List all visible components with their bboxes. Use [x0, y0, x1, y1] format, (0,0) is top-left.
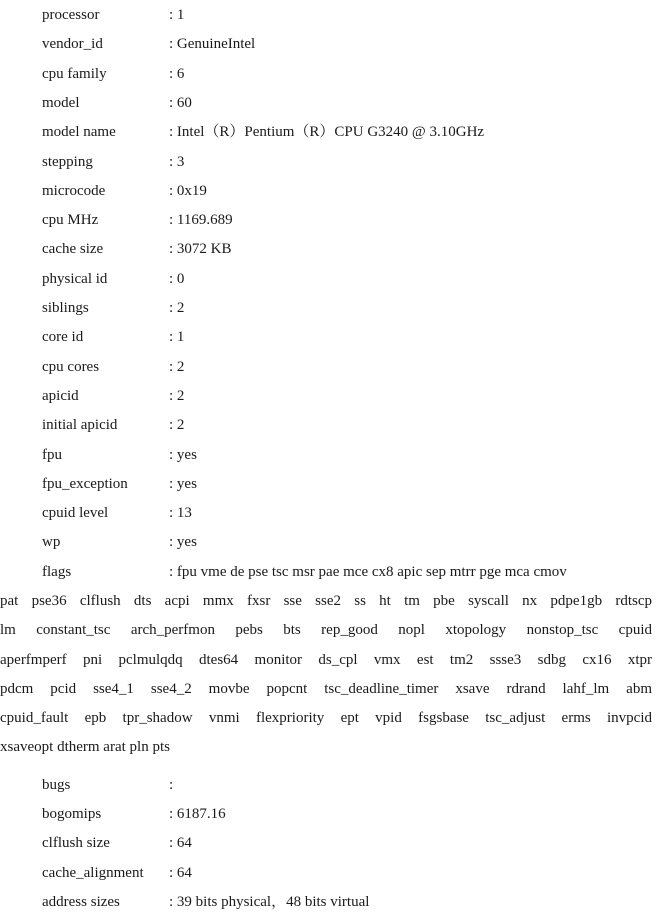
cpuinfo-row [42, 804, 226, 824]
field-value: : yes [169, 534, 197, 551]
cpuinfo-row [42, 445, 197, 465]
field-value: : Intel（R）Pentium（R）CPU G3240 @ 3.10GHz [169, 124, 485, 141]
field-value: : [169, 776, 174, 793]
field-value: : 2 [169, 387, 185, 404]
cpuinfo-row [42, 152, 184, 172]
field-key: cpu MHz [42, 212, 99, 229]
field-value: : 1169.689 [169, 212, 233, 229]
cpuinfo-row [42, 775, 173, 795]
flags-line: xsaveopt dtherm arat pln pts [0, 739, 170, 756]
field-value: : 13 [169, 505, 192, 522]
cpuinfo-row [42, 833, 192, 853]
field-key: siblings [42, 300, 89, 316]
cpuinfo-row [42, 269, 184, 289]
cpuinfo-row [42, 415, 184, 435]
field-key: fpu_exception [42, 475, 128, 492]
field-key: processor [42, 7, 100, 23]
cpuinfo-row [42, 181, 207, 201]
field-value: : fpu vme de pse tsc msr pae mce cx8 apic sep mtrr pge mca cmov [169, 563, 567, 580]
cpuinfo-row [42, 327, 184, 347]
field-key: cache size [42, 241, 104, 258]
field-key: initial apicid [42, 417, 118, 434]
cpuinfo-row [42, 5, 184, 25]
field-key: microcode [42, 182, 106, 199]
field-value: : 64 [169, 864, 192, 881]
cpuinfo-row [42, 122, 484, 142]
cpuinfo-row [42, 386, 184, 406]
cpuinfo-row [42, 892, 369, 912]
field-value: : 2 [169, 358, 185, 375]
cpuinfo-row [42, 357, 184, 377]
field-key: stepping [42, 153, 93, 170]
field-key: model name [42, 124, 116, 141]
cpuinfo-row [42, 503, 192, 523]
field-value: : yes [169, 446, 197, 463]
field-value: : 6187.16 [169, 806, 226, 823]
field-key: clflush size [42, 835, 110, 852]
field-value: : 1 [169, 329, 185, 346]
field-key: cache_alignment [42, 864, 144, 881]
field-key: fpu [42, 446, 62, 463]
flags-line: cpuid_fault epb tpr_shadow vnmi flexpriority ept vpid fsgsbase tsc_adjust erms invpcid [0, 710, 652, 727]
cpuinfo-row [42, 532, 197, 552]
field-key: physical id [42, 270, 108, 287]
cpuinfo-row [42, 34, 255, 54]
field-key: cpu family [42, 65, 107, 82]
cpuinfo-row [42, 239, 232, 259]
cpuinfo-row-flags [42, 562, 567, 582]
field-value: : 3072 KB [169, 241, 232, 258]
field-key: flags [42, 563, 72, 580]
field-key: bogomips [42, 806, 102, 823]
field-key: cpu cores [42, 358, 100, 375]
cpuinfo-row [42, 64, 184, 84]
field-value: : 2 [169, 300, 185, 316]
field-value: : 64 [169, 835, 192, 852]
field-value: : 6 [169, 65, 185, 82]
field-value: : 39 bits physical，48 bits virtual [169, 894, 370, 910]
field-value: : yes [169, 475, 197, 492]
cpuinfo-row [42, 210, 233, 230]
flags-continuation [0, 591, 652, 767]
field-key: cpuid level [42, 505, 109, 522]
flags-line: aperfmperf pni pclmulqdq dtes64 monitor ds_cpl vmx est tm2 ssse3 sdbg cx16 xtpr [0, 651, 652, 668]
field-key: wp [42, 534, 61, 551]
field-key: bugs [42, 776, 71, 793]
field-key: model [42, 94, 80, 111]
flags-line: lm constant_tsc arch_perfmon pebs bts rep_good nopl xtopology nonstop_tsc cpuid [0, 622, 652, 639]
field-key: address sizes [42, 894, 120, 910]
field-value: : GenuineIntel [169, 36, 256, 53]
flags-line: pat pse36 clflush dts acpi mmx fxsr sse sse2 ss ht tm pbe syscall nx pdpe1gb rdtscp [0, 593, 652, 609]
field-value: : 60 [169, 94, 192, 111]
cpuinfo-row [42, 863, 192, 883]
field-key: apicid [42, 387, 79, 404]
flags-line: pdcm pcid sse4_1 sse4_2 movbe popcnt tsc_deadline_timer xsave rdrand lahf_lm abm [0, 680, 652, 697]
field-value: : 0 [169, 270, 185, 287]
field-value: : 1 [169, 7, 185, 23]
field-value: : 3 [169, 153, 185, 170]
field-value: : 0x19 [169, 182, 207, 199]
cpuinfo-row [42, 93, 192, 113]
field-key: core id [42, 329, 84, 346]
field-key: vendor_id [42, 36, 103, 53]
cpuinfo-row [42, 474, 197, 494]
field-value: : 2 [169, 417, 185, 434]
cpuinfo-row [42, 298, 184, 318]
